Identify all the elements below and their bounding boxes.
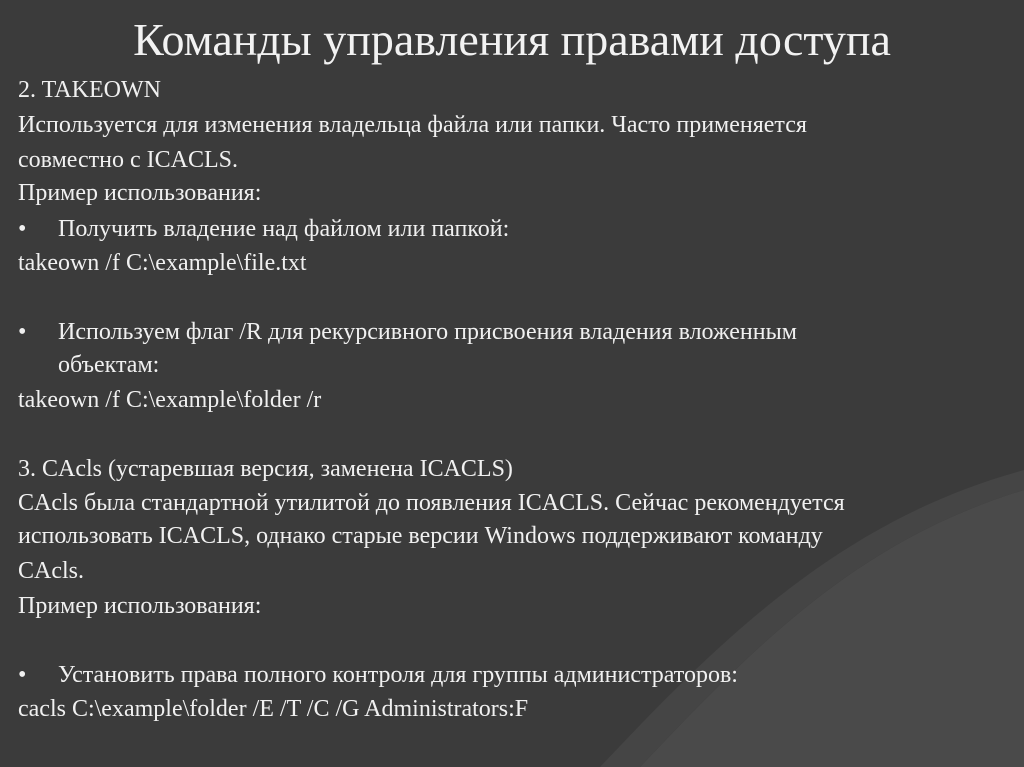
takeown-bullet-2-line-1: Используем флаг /R для рекурсивного присвоения владения вложенным [58, 319, 797, 345]
takeown-example-label: Пример использования: [18, 180, 262, 206]
takeown-command-2: takeown /f C:\example\folder /r [18, 387, 322, 413]
takeown-bullet-2-line-2: объектам: [58, 352, 160, 378]
cacls-heading: 3. CAcls (устаревшая версия, заменена ICACLS) [18, 456, 513, 482]
cacls-desc-line-3: CAcls. [18, 558, 84, 584]
takeown-bullet-1: Получить владение над файлом или папкой: [58, 216, 510, 242]
cacls-desc-line-2: использовать ICACLS, однако старые версии Windows поддерживают команду [18, 523, 823, 549]
cacls-example-label: Пример использования: [18, 593, 262, 619]
slide-title: Команды управления правами доступа [133, 14, 891, 65]
bullet-icon: • [18, 319, 27, 345]
takeown-heading: 2. TAKEOWN [18, 77, 161, 103]
takeown-command-1: takeown /f C:\example\file.txt [18, 250, 307, 276]
cacls-desc-line-1: CAcls была стандартной утилитой до появления ICACLS. Сейчас рекомендуется [18, 490, 845, 516]
bullet-icon: • [18, 662, 27, 688]
takeown-desc-line-1: Используется для изменения владельца файла или папки. Часто применяется [18, 112, 807, 138]
bullet-icon: • [18, 216, 27, 242]
takeown-desc-line-2: совместно с ICACLS. [18, 147, 238, 173]
cacls-command-1: cacls C:\example\folder /E /T /C /G Administrators:F [18, 696, 529, 722]
cacls-bullet-1: Установить права полного контроля для группы администраторов: [58, 662, 738, 688]
